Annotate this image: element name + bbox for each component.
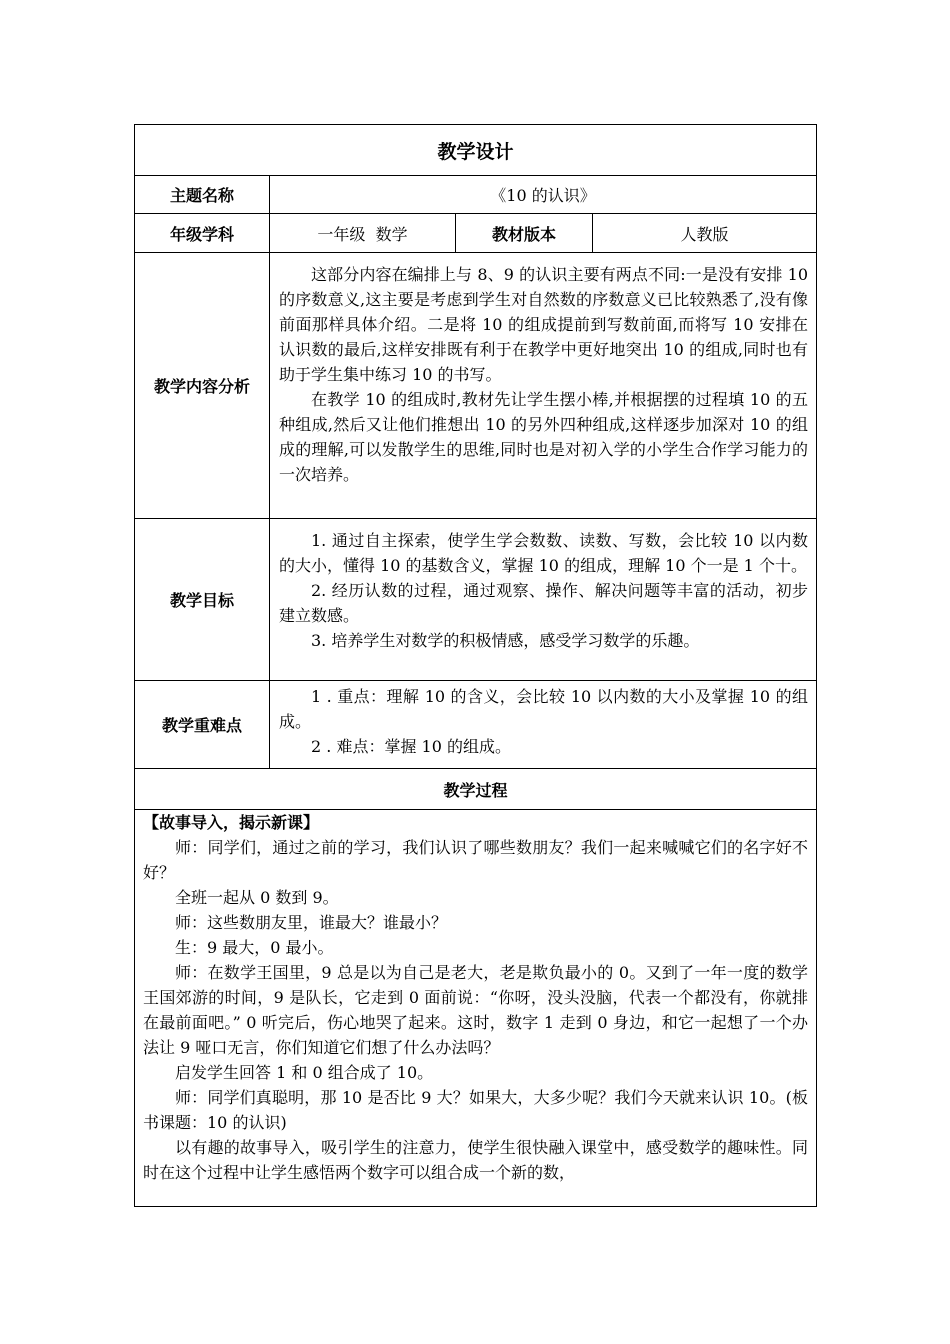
- goal-item: 1. 通过自主探索，使学生学会数数、读数、写数，会比较 10 以内数的大小，懂得 10 的基数含义，掌握 10 的组成，理解 10 个一是 1 个十。: [279, 531, 809, 575]
- process-paragraph: 师：同学们，通过之前的学习，我们认识了哪些数朋友？我们一起来喊喊它们的名字好不好？: [143, 838, 809, 882]
- process-paragraph: 启发学生回答 1 和 0 组合成了 10。: [175, 1063, 434, 1082]
- keypoint-item: 2 . 难点：掌握 10 的组成。: [311, 737, 511, 756]
- process-heading: 教学过程: [135, 769, 817, 810]
- process-paragraph: 师：同学们真聪明，那 10 是否比 9 大？如果大，大多少呢？我们今天就来认识 10。(板书课题：10 的认识): [143, 1088, 809, 1132]
- analysis-content: [270, 253, 817, 519]
- analysis-paragraph: 这部分内容在编排上与 8、9 的认识主要有两点不同:一是没有安排 10 的序数意义,这主要是考虑到学生对自然数的序数意义已比较熟悉了,没有像前面那样具体介绍。二是将 10 的组成提前到写数前面,而将写 10 安排在认识数的最后,这样安排既有利于在教学中更好地突出 10 的组成,同时也有助于学生集中练习 10 的书写。: [279, 265, 809, 384]
- keypoints-label: 教学重难点: [135, 681, 270, 769]
- grade-subject-value: 一年级 数学: [270, 214, 456, 253]
- document-title: 教学设计: [135, 125, 817, 176]
- analysis-label: 教学内容分析: [135, 253, 270, 519]
- process-paragraph: 师：在数学王国里，9 总是以为自己是老大，老是欺负最小的 0。又到了一年一度的数学王国郊游的时间，9 是队长，它走到 0 面前说：“你呀，没头没脑，代表一个都没有，你就排在最前面吧。” 0 听完后，伤心地哭了起来。这时，数字 1 走到 0 身边，和它一起想了一个办法让 9 哑口无言，你们知道它们想了什么办法吗？: [143, 963, 809, 1057]
- process-paragraph: 生：9 最大，0 最小。: [175, 938, 334, 957]
- goals-content: [270, 519, 817, 681]
- process-paragraph: 全班一起从 0 数到 9。: [175, 888, 339, 907]
- goal-item: 2. 经历认数的过程，通过观察、操作、解决问题等丰富的活动，初步建立数感。: [279, 581, 809, 625]
- process-content: [135, 810, 817, 1207]
- edition-value: 人教版: [593, 214, 817, 253]
- edition-label: 教材版本: [456, 214, 593, 253]
- goal-item: 3. 培养学生对数学的积极情感，感受学习数学的乐趣。: [311, 631, 700, 650]
- process-paragraph: 以有趣的故事导入，吸引学生的注意力，使学生很快融入课堂中，感受数学的趣味性。同时在这个过程中让学生感悟两个数字可以组合成一个新的数，: [143, 1138, 809, 1182]
- keypoint-item: 1 . 重点：理解 10 的含义，会比较 10 以内数的大小及掌握 10 的组成。: [279, 687, 809, 731]
- process-paragraph: 师：这些数朋友里，谁最大？谁最小？: [175, 913, 448, 932]
- analysis-paragraph: 在教学 10 的组成时,教材先让学生摆小棒,并根据摆的过程填 10 的五种组成,然后又让他们推想出 10 的另外四种组成,这样逐步加深对 10 的组成的理解,可以发散学生的思维,同时也是对初入学的小学生合作学习能力的一次培养。: [279, 390, 809, 484]
- lesson-plan-table: [134, 124, 817, 1207]
- topic-value: 《10 的认识》: [270, 176, 817, 214]
- process-section-title: 【故事导入，揭示新课】: [143, 813, 320, 832]
- topic-label: 主题名称: [135, 176, 270, 214]
- keypoints-content: [270, 681, 817, 769]
- goals-label: 教学目标: [135, 519, 270, 681]
- grade-subject-label: 年级学科: [135, 214, 270, 253]
